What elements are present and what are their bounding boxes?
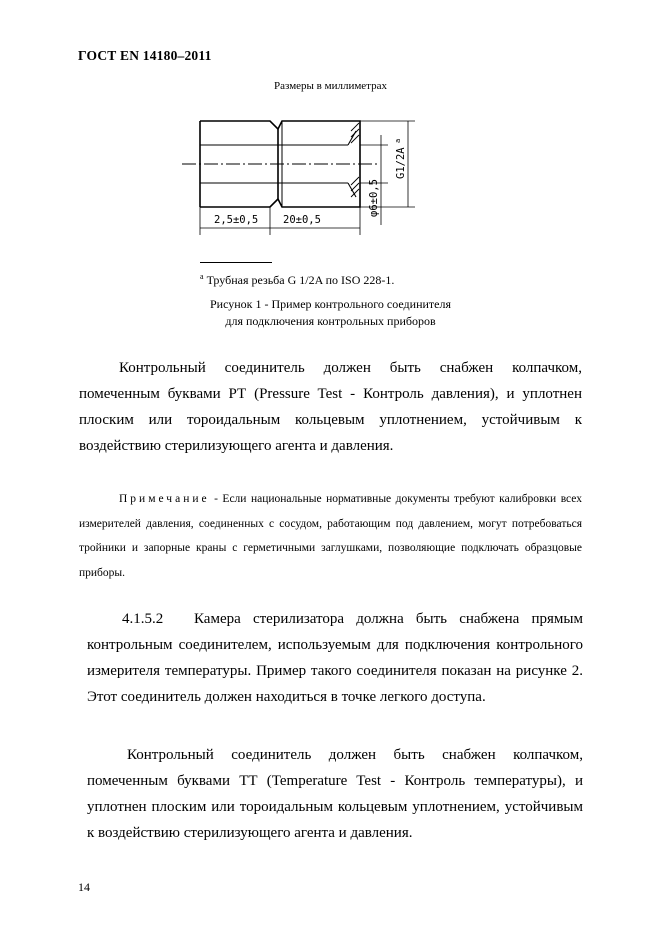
figure-caption-line2: для подключения контрольных приборов <box>225 314 436 328</box>
note-label: Примечание <box>119 493 210 505</box>
paragraph-text: Контрольный соединитель должен быть снабжен колпачком, помеченным буквами ТТ (Temperature Test - Контроль температуры), и уплотнен плоским или тороидальным кольцевым уплотнением, устойчивым к воздействию стерилизующего агента и давления. <box>87 747 583 841</box>
document-header: ГОСТ EN 14180–2011 <box>78 48 212 63</box>
footnote-rule <box>200 262 272 263</box>
footnote-mark: a <box>200 272 204 281</box>
footnote-text: Трубная резьба G 1/2A по ISO 228-1. <box>206 273 395 287</box>
connector-drawing <box>170 95 430 240</box>
note-text: - Если национальные нормативные документы требуют калибровки всех измерителей давления, соединенных с сосудом, работающим под давлением, могут потребоваться тройники и запорные краны с герметичными заглушками, позволяющие подключать образцовые приборы. <box>79 493 583 579</box>
paragraph-text: Контрольный соединитель должен быть снабжен колпачком, помеченным буквами РТ (Pressure Test - Контроль давления), и уплотнен плоским или тороидальным кольцевым уплотнением, устойчивым к воздействию стерилизующего агента и давления. <box>79 360 582 454</box>
clause-4-1-5-2 <box>87 606 583 710</box>
figure-caption-line1: Рисунок 1 - Пример контрольного соединителя <box>210 297 451 311</box>
paragraph-tt-connector <box>87 742 583 846</box>
dimensions-label: Размеры в миллиметрах <box>274 80 387 92</box>
dim-right-label: 20±0,5 <box>283 214 321 226</box>
note-block <box>79 487 582 585</box>
paragraph-pt-connector <box>79 355 582 459</box>
dim-diameter-label: φ6±0,5 <box>368 179 380 217</box>
dim-left-label: 2,5±0,5 <box>214 214 259 226</box>
clause-number: 4.1.5.2 <box>122 611 164 627</box>
clause-text: Камера стерилизатора должна быть снабжена прямым контрольным соединителем, используемым для подключения контрольного измерителя температуры. Пример такого соединителя показан на рисунке 2. Этот соединитель должен находиться в точке легкого доступа. <box>87 611 583 705</box>
dim-thread-mark: a <box>394 138 402 143</box>
dim-thread-label: G1/2A <box>395 147 407 179</box>
figure-footnote <box>200 272 394 288</box>
page-number: 14 <box>78 880 90 894</box>
